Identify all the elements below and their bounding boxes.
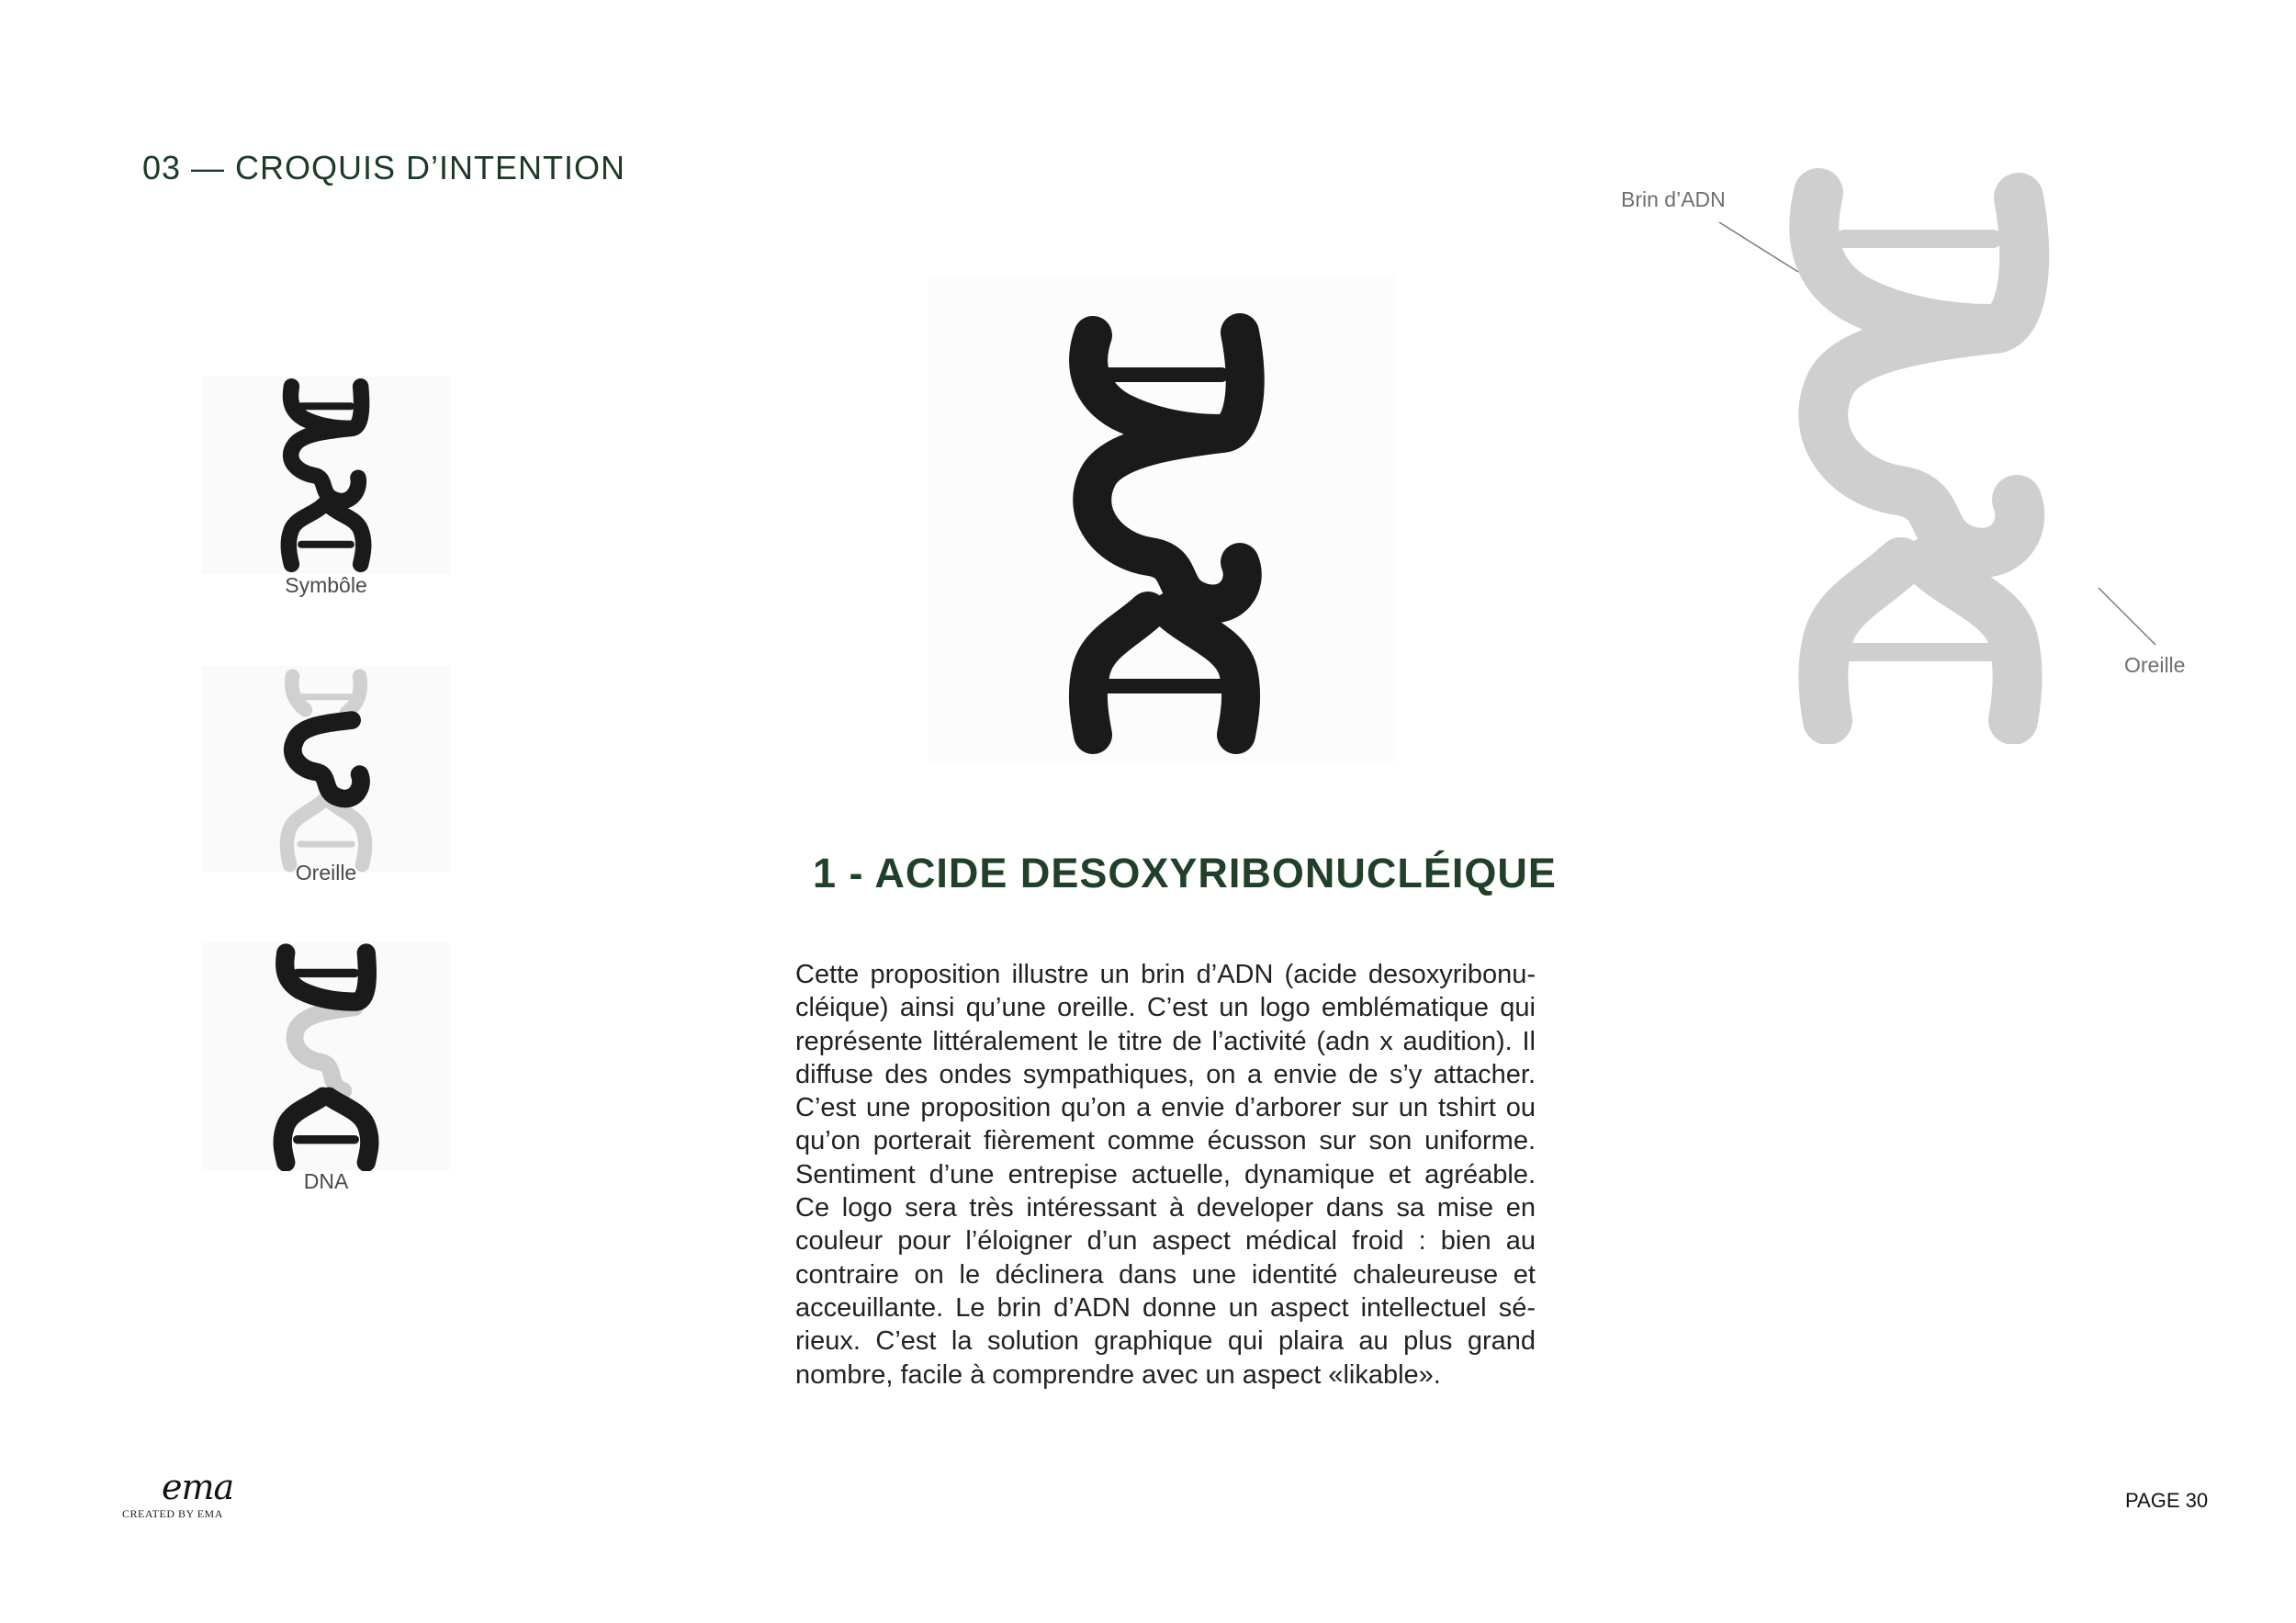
annotation-brin-adn: Brin d’ADN [1621,187,1726,211]
thumbnail-symbole [202,377,450,574]
main-logo-panel [928,276,1396,762]
proposal-body: Cette proposition illustre un brin d’ADN (acide desoxyribonu-cléique) ainsi qu’une oreille. C’est un logo emblématique qui représente littéralement le titre de l’activité (adn x audition). Il diffuse des ondes sympathiques, on a envie de s’y attacher. C’est une proposition qu’on a envie d’arborer sur un tshirt ou qu’on porterait fièrement comme écusson sur son uniforme. Sentiment d’une entrepise actuelle, dynamique et agréable. Ce logo sera très intéressant à developer dans sa mise en couleur pour l’éloigner d’un aspect médical froid : bien au contraire on le déclinera dans une identité chaleureuse et acceuillante. Le brin d’ADN donne un aspect intellectuel sé-rieux. C’est la solution graphique qui plaira au plus grand nombre, facile à comprendre avec un aspect «likable». [795,960,1536,1390]
thumbnail-label-dna: DNA [303,1169,349,1193]
annotation-leader-line-top [1717,220,1800,276]
brand-logo-subtext: CREATED BY EMA [122,1507,223,1520]
page-number: PAGE 30 [2125,1489,2209,1512]
annotation-leader-line-bottom [2097,586,2157,647]
thumbnail-label-oreille: Oreille [295,861,357,885]
dna-variant-icon [202,941,450,1171]
thumbnail-label-symbole: Symbôle [285,573,367,597]
dna-ear-logo-light-icon [1773,165,2076,744]
thumbnail-dna [202,941,450,1171]
annotation-oreille: Oreille [2124,653,2186,677]
brand-logo: ema [162,1467,234,1507]
annotated-logo-panel [1773,165,2076,744]
ear-symbol-icon [202,666,450,873]
proposal-heading: 1 - ACIDE DESOXYRIBONUCLÉIQUE [813,850,1557,896]
thumbnail-oreille [202,666,450,873]
dna-symbol-icon [202,377,450,574]
dna-ear-logo-icon [928,276,1396,762]
section-title: 03 — CROQUIS D’INTENTION [142,149,626,186]
